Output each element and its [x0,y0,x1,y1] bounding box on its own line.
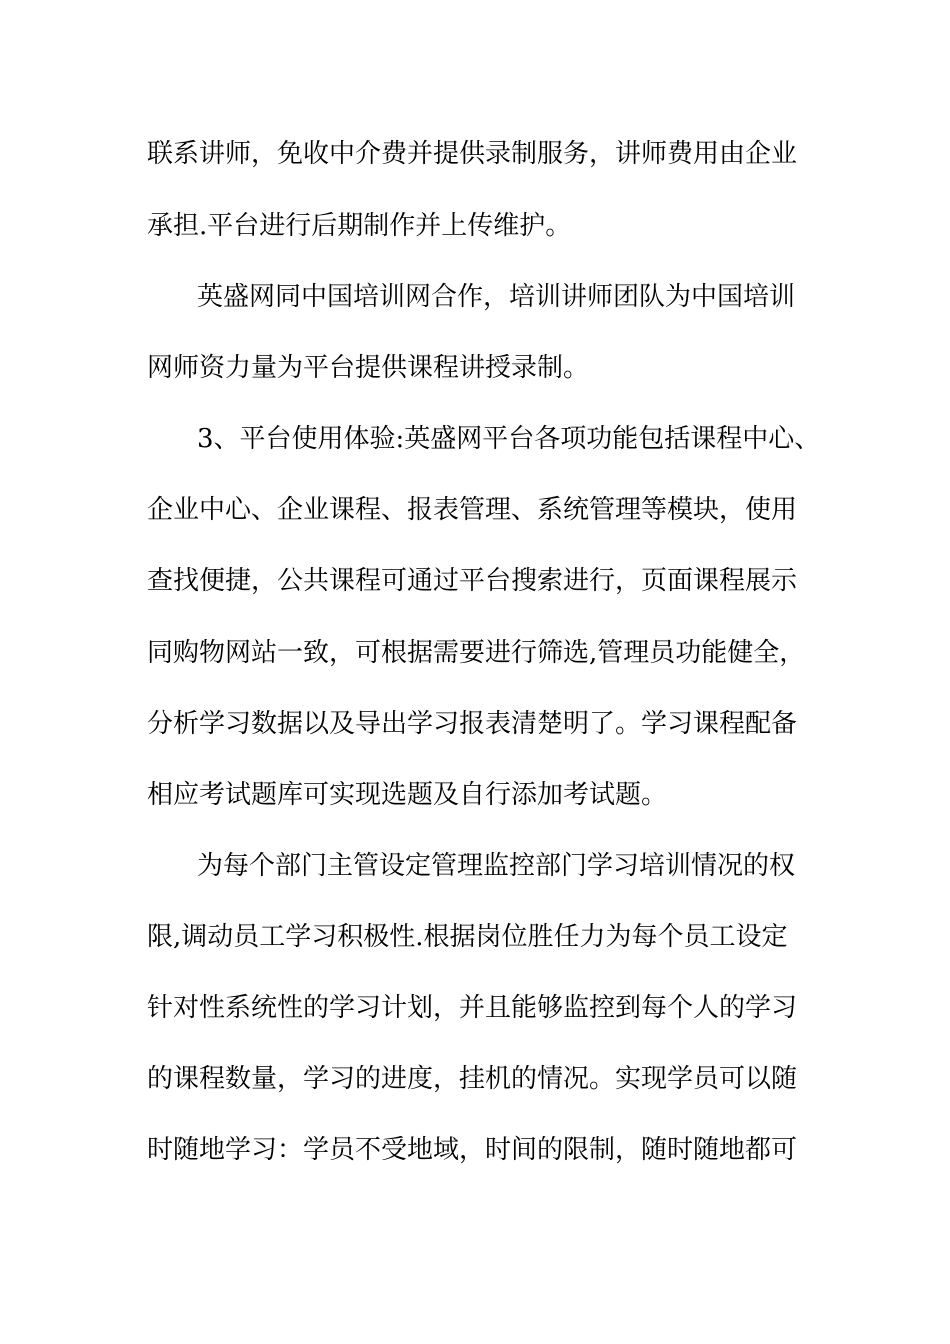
text-line: 同购物网站一致，可根据需要进行筛选,管理员功能健全， [147,638,806,668]
text-line: 承担.平台进行后期制作并上传维护。 [147,211,572,241]
text-line: 分析学习数据以及导出学习报表清楚明了。学习课程配备 [147,709,798,739]
text-line: 查找便捷，公共课程可通过平台搜索进行，页面课程展示 [147,566,798,596]
text-line: 网师资力量为平台提供课程讲授录制。 [147,353,590,383]
text-line: 企业中心、企业课程、报表管理、系统管理等模块，使用 [147,495,798,525]
text-line: 的课程数量，学习的进度，挂机的情况。实现学员可以随 [147,1064,798,1094]
paragraph-start-line: 为每个部门主管设定管理监控部门学习培训情况的权 [197,851,796,881]
paragraph-start-line: 3、平台使用体验:英盛网平台各项功能包括课程中心、 [197,424,821,454]
text-line: 针对性系统性的学习计划，并且能够监控到每个人的学习 [147,993,798,1023]
text-line: 时随地学习：学员不受地域，时间的限制，随时随地都可 [147,1135,798,1165]
text-line: 联系讲师，免收中介费并提供录制服务，讲师费用由企业 [147,139,798,169]
text-line: 限,调动员工学习积极性.根据岗位胜任力为每个员工设定 [147,922,788,952]
text-line: 相应考试题库可实现选题及自行添加考试题。 [147,780,668,810]
paragraph-start-line: 英盛网同中国培训网合作，培训讲师团队为中国培训 [197,282,796,312]
